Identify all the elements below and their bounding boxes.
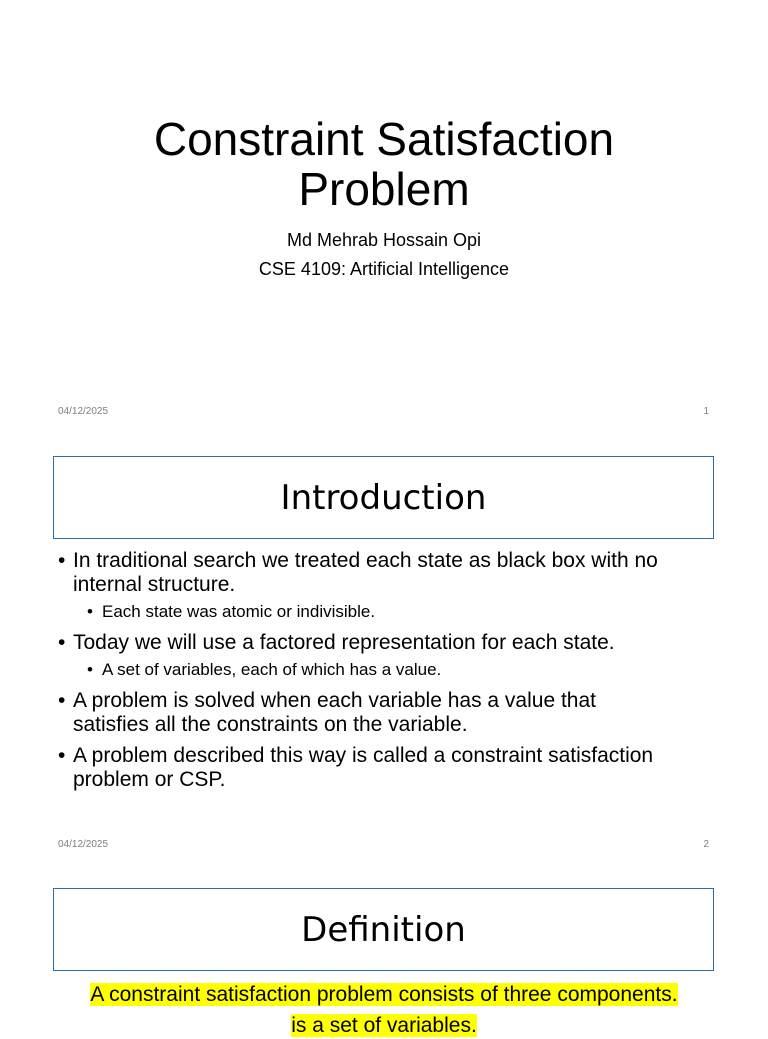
sub-bullet-text: Each state was atomic or indivisible. xyxy=(102,602,376,621)
slide-number: 1 xyxy=(703,406,709,417)
bullet-list xyxy=(58,549,718,799)
bullet-dot: • xyxy=(58,689,66,712)
bullet-dot: • xyxy=(58,549,66,572)
slide-number: 2 xyxy=(703,839,709,850)
slide-title: Introduction xyxy=(280,477,487,518)
bullet-dot: • xyxy=(87,660,93,679)
bullet-item xyxy=(58,744,718,792)
slide-title: Definition xyxy=(301,909,466,950)
sub-bullet-item xyxy=(87,601,718,623)
bullet-text-line: internal structure. xyxy=(73,573,236,596)
bullet-dot: • xyxy=(58,631,66,654)
bullet-text-line: A problem described this way is called a constraint satisfaction xyxy=(73,744,654,767)
slide-date: 04/12/2025 xyxy=(58,406,109,417)
bullet-dot: • xyxy=(58,744,66,767)
definition-line xyxy=(0,982,768,1008)
bullet-dot: • xyxy=(87,602,93,621)
slide-3 xyxy=(0,866,768,1037)
title-line-2: Problem xyxy=(298,163,470,215)
highlighted-text: is a set of variables. xyxy=(291,1014,477,1037)
definition-line xyxy=(0,1013,768,1039)
slide-2 xyxy=(0,433,768,866)
bullet-item xyxy=(58,549,718,597)
bullet-item xyxy=(58,631,718,655)
bullet-text-line: Today we will use a factored representation for each state. xyxy=(73,631,615,654)
course-name: CSE 4109: Artificial Intelligence xyxy=(258,259,510,279)
sub-bullet-text: A set of variables, each of which has a value. xyxy=(102,660,442,679)
slide-title-box xyxy=(53,888,714,971)
slide-title-box xyxy=(53,456,714,539)
slide-title xyxy=(0,114,768,214)
title-line-1: Constraint Satisfaction xyxy=(153,113,615,165)
author-name: Md Mehrab Hossain Opi xyxy=(286,230,482,250)
bullet-item xyxy=(58,689,718,737)
bullet-text-line: problem or CSP. xyxy=(73,768,226,791)
slide-date: 04/12/2025 xyxy=(58,839,109,850)
bullet-text-line: A problem is solved when each variable has a value that xyxy=(73,689,596,712)
highlighted-text: A constraint satisfaction problem consists of three components. xyxy=(90,983,678,1006)
bullet-text-line: In traditional search we treated each state as black box with no xyxy=(73,549,658,572)
slide-1 xyxy=(0,0,768,433)
bullet-text-line: satisfies all the constraints on the variable. xyxy=(73,713,468,736)
sub-bullet-item xyxy=(87,659,718,681)
